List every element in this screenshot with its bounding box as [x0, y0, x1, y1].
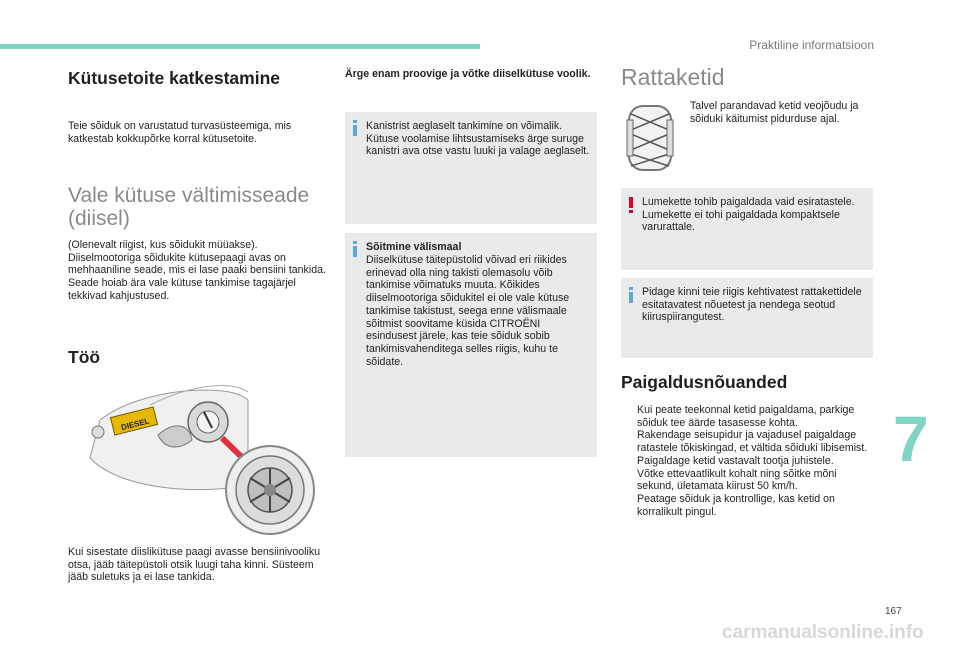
- chapter-number: 7: [893, 403, 929, 475]
- info-abroad-text: Diiselkütuse täitepüstolid võivad eri riikides erinevad olla ning takisti olemasolu võib tankimise võimatuks muuta. Kõikides diiselmootoriga sõidukitel ei ole vale kütuse tankimise takistust, seega enne välismaale sõitmist soovitame küsida CITROËNI esindusest järele, kas teie sõiduk sobib tankimisvahenditega selles riigis, kuhu te sõidate.: [366, 254, 570, 368]
- page-number: 167: [885, 606, 902, 617]
- info-canister-text: Kanistrist aeglaselt tankimine on võimalik. Kütuse voolamise lihtsustamiseks ärge suruge kanistri ava otse vastu luuki ja valage aeglaselt.: [366, 120, 590, 158]
- list-item: Võtke ettevaatlikult kohalt ning sõitke mõni sekund, ületamata kiirust 50 km/h.: [637, 467, 837, 493]
- warning-box-chains: [621, 188, 873, 270]
- fuel-cutoff-title: Kütusetoite katkestamine: [68, 68, 281, 88]
- caption-block: [68, 546, 330, 584]
- info-abroad-title: Sõitmine välismaal: [366, 241, 462, 253]
- list-item: Paigaldage ketid vastavalt tootja juhistele.: [637, 454, 834, 467]
- misfuel-description-block: [68, 239, 330, 303]
- installation-title: Paigaldusnõuanded: [621, 372, 788, 392]
- snow-chain-icon: [621, 100, 679, 176]
- footer-watermark: carmanualsonline.info: [722, 622, 924, 643]
- list-item: Rakendage seisupidur ja vajadusel paigaldage ratastele tõkiskingad, et vältida sõiduki libisemist.: [637, 429, 868, 455]
- misfuel-title: Vale kütuse vältimisseade (diisel): [68, 184, 310, 230]
- info-icon: [353, 120, 357, 135]
- fuel-cutoff-intro: Teie sõiduk on varustatud turvasüsteemiga, mis katkestab kokkupõrke korral kütusetoite.: [68, 120, 292, 145]
- chains-description: Talvel parandavad ketid veojõudu ja sõiduki käitumist pidurduse ajal.: [690, 100, 859, 125]
- left-column: [68, 68, 330, 89]
- fuel-cutoff-intro-block: [68, 120, 330, 145]
- chains-warning-text: Lumekette tohib paigaldada vaid esiratastele. Lumekette ei tohi paigaldada kompaktsele varurattale.: [642, 196, 855, 234]
- section-header: Praktiline informatsioon: [749, 38, 874, 52]
- info-box-canister: [345, 112, 597, 224]
- install-list-block: [621, 404, 871, 518]
- installation-list: [621, 404, 871, 518]
- misfuel-caption: Kui sisestate diislikütuse paagi avasse bensiinivooliku otsa, jääb täitepüstoli otsik luugi taha kinni. Süsteem jääb suletuks ja ei lase tankida.: [68, 546, 321, 584]
- info-icon: [353, 241, 357, 256]
- top-accent-bar: [0, 44, 480, 49]
- regulations-text: Pidage kinni teie riigis kehtivatest rattakettidele esitatavatest nõuetest ja nendega seotud kiiruspiirangutest.: [642, 286, 862, 324]
- warning-heading: Ärge enam proovige ja võtke diiselkütuse voolik.: [345, 68, 591, 80]
- misfuel-title-block: [68, 184, 330, 230]
- info-box-abroad: [345, 233, 597, 457]
- operation-title: Töö: [68, 347, 101, 367]
- diesel-label-text: DIESEL: [120, 416, 151, 433]
- misfuel-description: (Olenevalt riigist, kus sõidukit müüakse). Diiselmootoriga sõidukite kütusepaagi avas on mehhaaniline seade, mis ei lase paaki bensiini tankida. Seade hoiab ära vale kütuse tankimise tagajärjel tekkivad kahjustused.: [68, 239, 326, 302]
- info-box-regulations: [621, 278, 873, 358]
- list-item: Kui peate teekonnal ketid paigaldama, parkige sõiduk tee äärde tasasesse kohta.: [637, 404, 855, 429]
- list-item: Peatage sõiduk ja kontrollige, kas ketid on korralikult pingul.: [637, 492, 835, 518]
- chains-title-block: [621, 66, 873, 89]
- middle-warning-block: [345, 68, 597, 81]
- warning-icon: [629, 197, 633, 213]
- install-title-block: [621, 372, 873, 393]
- fuel-filler-illustration: [80, 380, 330, 540]
- chains-text-block: [690, 100, 872, 125]
- operation-title-block: [68, 347, 330, 368]
- info-icon: [629, 287, 633, 302]
- snow-chains-title: Rattaketid: [621, 64, 725, 90]
